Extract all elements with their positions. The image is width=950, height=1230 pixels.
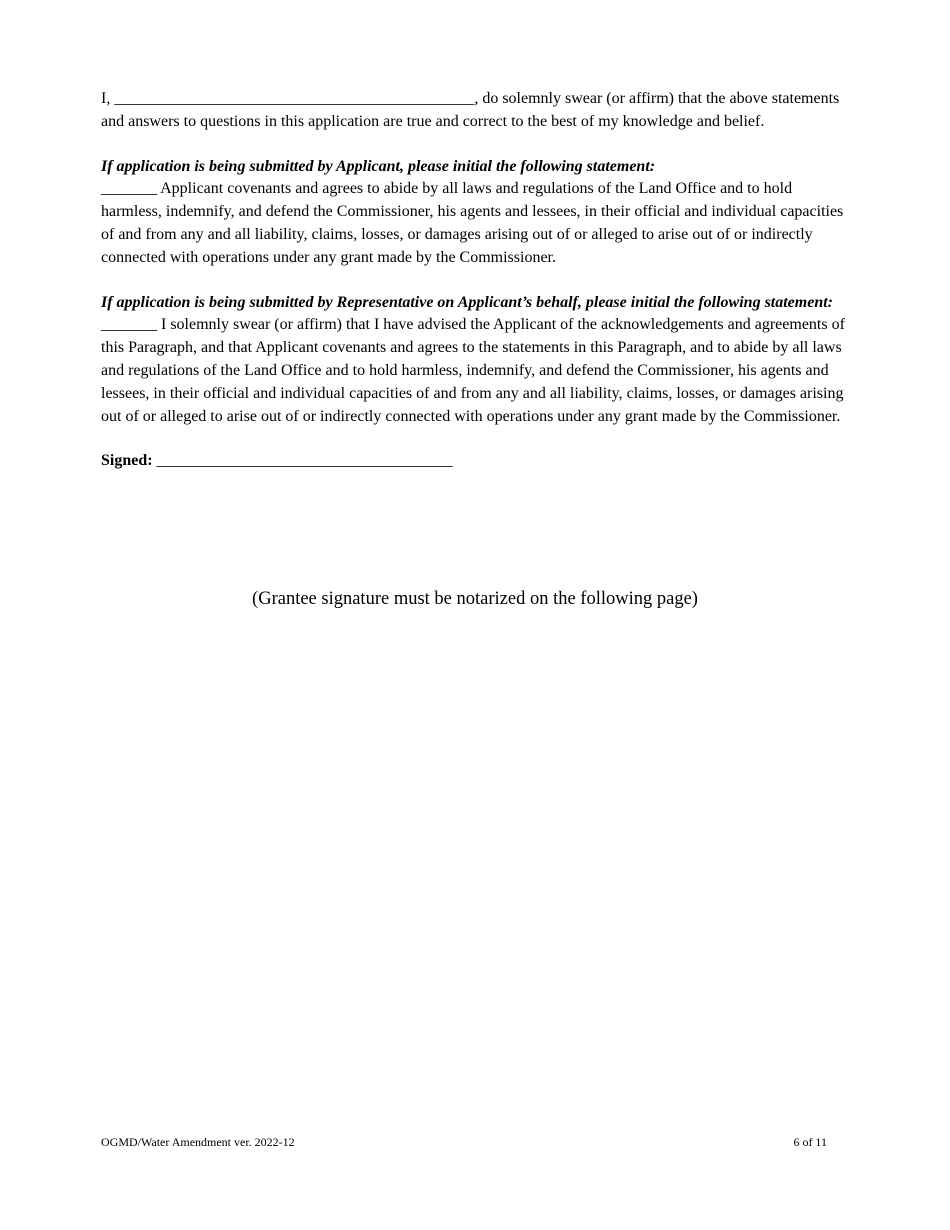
oath-text: , do solemnly swear (or affirm) that the above statements and answers to questions in this application are true and correct to the best of my knowledge and belief.	[101, 90, 840, 130]
representative-initial-blank[interactable]: _______	[101, 316, 157, 334]
applicant-section-heading: If application is being submitted by Applicant, please initial the following statement:	[101, 157, 656, 175]
applicant-section	[101, 156, 853, 270]
applicant-initial-blank[interactable]: _______	[101, 180, 157, 198]
signature-line	[101, 450, 853, 473]
representative-section	[101, 292, 853, 429]
signature-blank-field[interactable]: _____________________________________	[152, 452, 453, 470]
name-blank-field[interactable]: _____________________________________________	[114, 90, 475, 107]
oath-prefix: I,	[101, 90, 115, 107]
representative-section-heading: If application is being submitted by Representative on Applicant’s behalf, please initial the following statement:	[101, 293, 833, 311]
oath-paragraph	[101, 88, 853, 134]
notarization-notice: (Grantee signature must be notarized on the following page)	[252, 589, 698, 609]
signed-label: Signed:	[101, 452, 153, 470]
footer-page-number: 6 of 11	[793, 1135, 827, 1149]
document-body	[101, 88, 853, 495]
footer-form-version: OGMD/Water Amendment ver. 2022-12	[101, 1135, 295, 1149]
representative-statement: I solemnly swear (or affirm) that I have advised the Applicant of the acknowledgements and agreements of this Paragraph, and that Applicant covenants and agrees to the statements in this Paragraph, and to abide by all laws and regulations of the Land Office and to hold harmless, indemnify, and defend the Commissioner, his agents and lessees, in their official and individual capacities of and from any and all liability, claims, losses, or damages arising out of or alleged to arise out of or indirectly connected with operations under any grant made by the Commissioner.	[101, 316, 845, 425]
applicant-statement: Applicant covenants and agrees to abide by all laws and regulations of the Land Office and to hold harmless, indemnify, and defend the Commissioner, his agents and lessees, in their official and individual capacities of and from any and all liability, claims, losses, or damages arising out of or alleged to arise out of or indirectly connected with operations under any grant made by the Commissioner.	[101, 180, 844, 266]
